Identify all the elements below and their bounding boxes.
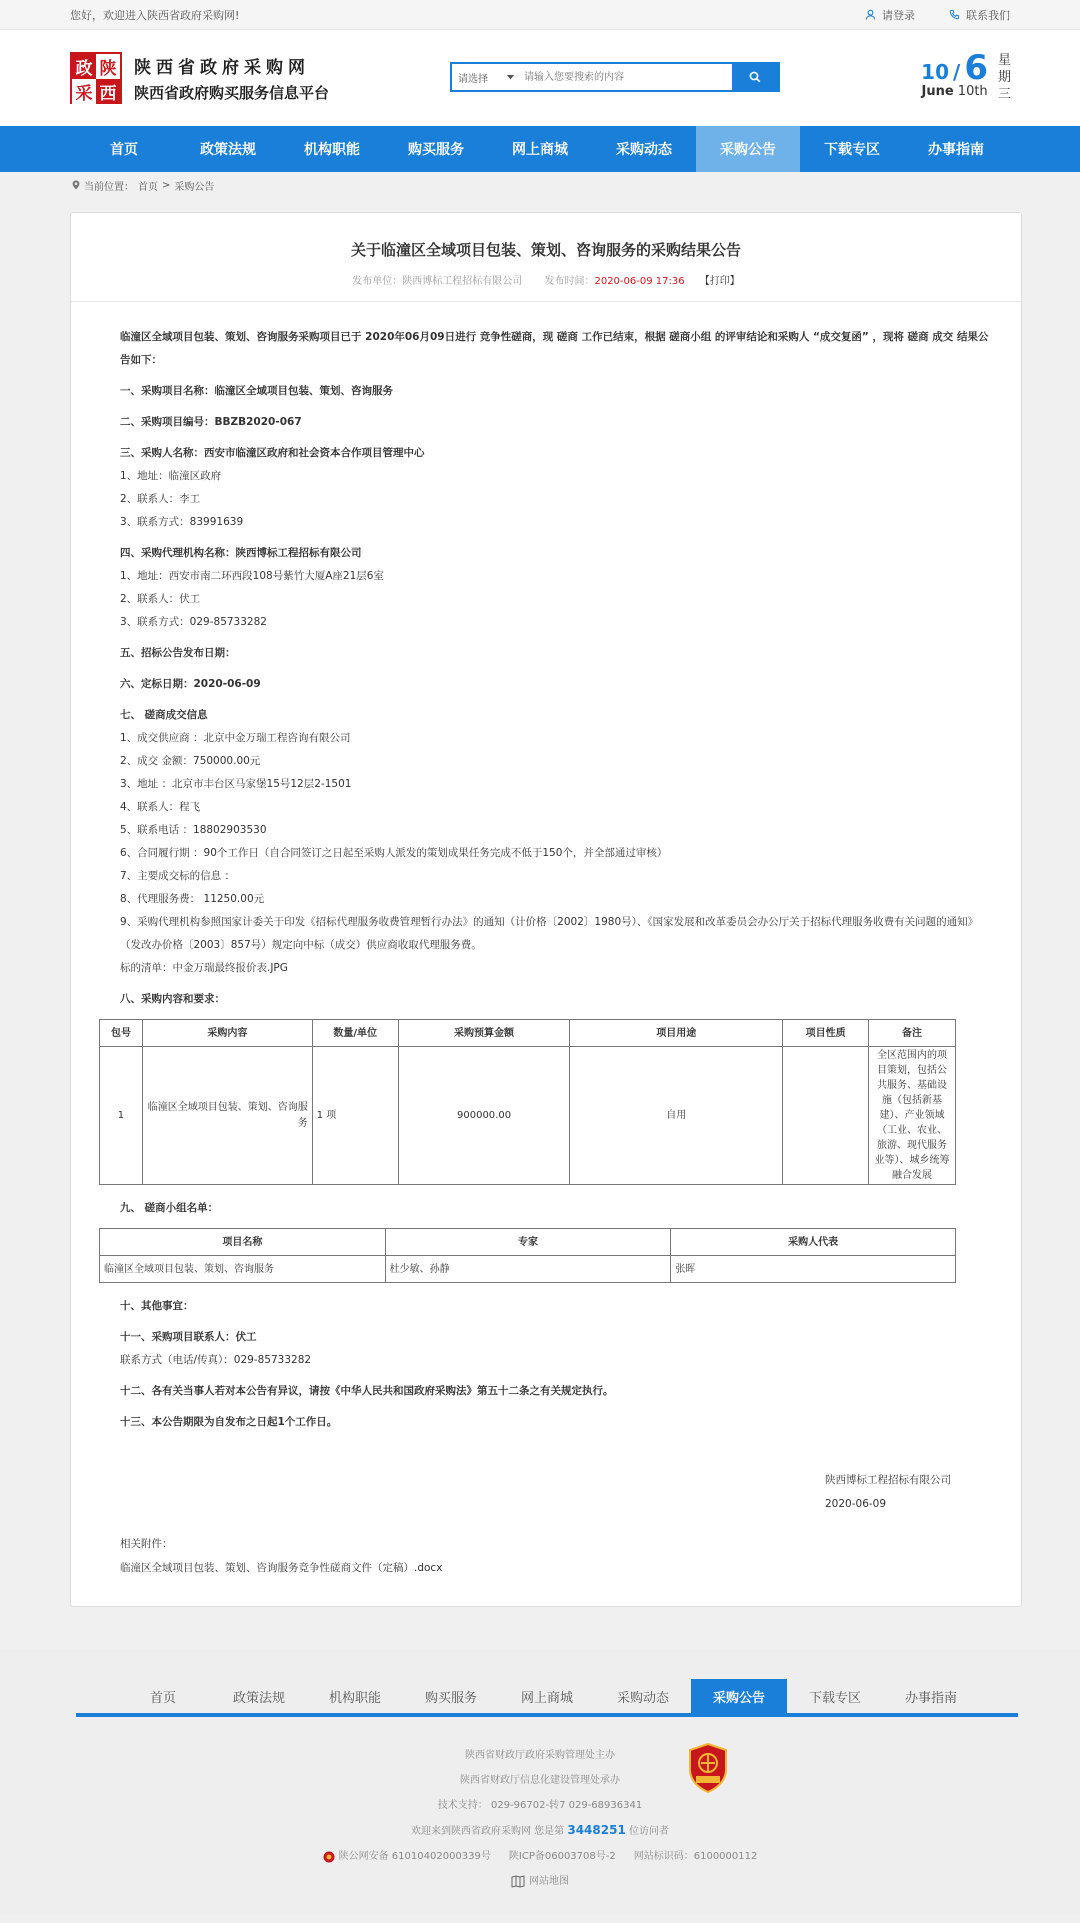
section-item: 5、联系电话 ：18802903530	[120, 824, 267, 836]
logo-mark	[70, 52, 122, 104]
footer-nav-downloads[interactable]: 下载专区	[808, 1690, 861, 1706]
section-heading: 一、采购项目名称：临潼区全域项目包装、策划、咨询服务	[120, 385, 393, 397]
table-header: 备注	[869, 1020, 956, 1047]
section-item: 4、联系人：程飞	[120, 801, 201, 813]
table-cell	[783, 1047, 869, 1185]
nav-item-announcements[interactable]: 采购公告	[696, 126, 800, 172]
section-heading: 四、采购代理机构名称：陕西博标工程招标有限公司	[120, 547, 362, 559]
footer-nav-guide[interactable]: 办事指南	[904, 1690, 957, 1706]
article-meta	[71, 272, 1021, 302]
publish-time-label: 发布时间：	[544, 276, 595, 287]
section-item: 2、联系人：伏工	[120, 593, 201, 605]
date-numbers	[921, 48, 988, 99]
section-item: 3、地址 ：北京市丰台区马家堡15号12层2-1501	[120, 778, 352, 790]
nav-item-news[interactable]: 采购动态	[616, 142, 672, 158]
section-item: 7、主要成交标的信息 ：	[120, 870, 236, 882]
section-item: 3、联系方式：029-85733282	[120, 616, 267, 628]
table-header: 采购预算金额	[398, 1020, 570, 1047]
table-header-row	[100, 1020, 956, 1047]
contact-link[interactable]	[949, 7, 1010, 23]
search-icon	[749, 71, 761, 83]
section-item: 1、地址：西安市南二环西段108号紫竹大厦A座21层6室	[120, 570, 384, 582]
section-heading: 八、采购内容和要求：	[120, 993, 225, 1005]
table-header: 采购内容	[142, 1020, 312, 1047]
location-pin-icon	[72, 180, 80, 190]
logo-char: 西	[96, 79, 120, 104]
article-card	[70, 212, 1022, 1607]
table-cell: 1	[100, 1047, 143, 1185]
attachments	[99, 1532, 993, 1580]
footer-registration	[0, 1844, 1080, 1869]
logo-char: 采	[72, 79, 96, 104]
section-heading: 七、 磋商成交信息	[120, 709, 208, 721]
procurement-table	[99, 1019, 956, 1185]
footer-nav-home[interactable]: 首页	[149, 1690, 176, 1706]
visitors-pre: 欢迎来到陕西省政府采购网 您是第	[410, 1826, 565, 1837]
footer-nav-announcements[interactable]: 采购公告	[691, 1679, 787, 1713]
top-bar	[0, 0, 1080, 30]
footer-nav-mall[interactable]: 网上商城	[520, 1690, 573, 1706]
table-header-row	[100, 1229, 956, 1256]
section-heading: 三、采购人名称：西安市临潼区政府和社会资本合作项目管理中心	[120, 447, 425, 459]
nav-item-guide[interactable]: 办事指南	[928, 142, 984, 158]
party-badge-icon[interactable]	[687, 1743, 729, 1793]
article-body	[99, 326, 993, 1580]
date-month: 10	[921, 60, 950, 84]
bid-list-link[interactable]: 标的清单：中金万瑞最终报价表.JPG	[120, 962, 288, 974]
visitor-count: 3448251	[567, 1823, 626, 1837]
attach-label: 相关附件：	[120, 1538, 173, 1550]
site-footer	[0, 1649, 1080, 1914]
weekday-char: 期	[998, 70, 1012, 85]
section-heading: 九、 磋商小组名单：	[120, 1202, 219, 1214]
site-logo[interactable]	[70, 52, 329, 104]
footer-nav-policy[interactable]: 政策法规	[232, 1690, 285, 1706]
visitors-post: 位访问者	[629, 1826, 669, 1837]
logo-text	[134, 53, 329, 103]
footer-visitors	[0, 1818, 1080, 1844]
date-ordinal: 10th	[957, 84, 988, 99]
phone-icon	[949, 9, 960, 20]
search-category-select[interactable]	[452, 64, 520, 90]
section-item: 3、联系方式：83991639	[120, 516, 244, 528]
print-link[interactable]: 【打印】	[699, 276, 740, 287]
search-button[interactable]	[732, 64, 778, 90]
article-title: 关于临潼区全域项目包装、策划、咨询服务的采购结果公告	[350, 241, 741, 259]
site-name: 陕西省政府采购网	[134, 58, 310, 78]
table-cell: 全区范围内的项目策划，包括公共服务、基础设施（包括新基建）、产业领域（工业、农业、旅游、现代服务业等）、城乡统筹融合发展	[869, 1047, 956, 1185]
top-links	[865, 7, 1010, 23]
footer-org: 陕西省财政厅信息化建设管理处承办	[460, 1775, 620, 1786]
nav-item-downloads[interactable]: 下载专区	[824, 142, 880, 158]
table-cell: 900000.00	[398, 1047, 570, 1185]
footer-divider	[76, 1713, 1018, 1717]
section-heading: 十一、采购项目联系人：伏工	[120, 1331, 257, 1343]
nav-item-services[interactable]: 购买服务	[408, 142, 464, 158]
section-heading: 六、定标日期：2020-06-09	[120, 678, 261, 690]
table-cell: 自用	[570, 1047, 783, 1185]
user-icon	[865, 9, 876, 20]
intro-paragraph: 临潼区全域项目包装、策划、咨询服务采购项目已于 2020年06月09日进行 竞争性磋商，现 磋商 工作已结束，根据 磋商小组 的评审结论和采购人 “成交复函” ，现将 磋商 成交 结果公告如下：	[120, 331, 989, 366]
table-cell: 临潼区全域项目包装、策划、咨询服务	[100, 1256, 386, 1283]
date-sub	[921, 84, 988, 99]
breadcrumb-sep: >	[162, 179, 171, 191]
nav-item-policy[interactable]: 政策法规	[200, 142, 256, 158]
weekday	[998, 52, 1012, 103]
breadcrumb-home[interactable]: 首页	[138, 181, 158, 193]
section-item: 1、成交供应商 ：北京中金万瑞工程咨询有限公司	[120, 732, 351, 744]
attachment-link[interactable]: 临潼区全域项目包装、策划、咨询服务竞争性磋商文件（定稿）.docx	[120, 1562, 443, 1574]
nav-item-mall[interactable]: 网上商城	[512, 142, 568, 158]
police-record[interactable]	[323, 1844, 491, 1869]
logo-char: 陕	[96, 54, 120, 79]
nav-item-functions[interactable]: 机构职能	[304, 142, 360, 158]
police-record-text: 陕公网安备 61010402000339号	[338, 1851, 491, 1862]
section-heading: 十二、各有关当事人若对本公告有异议，请按《中华人民共和国政府采购法》第五十二条之有关规定执行。	[120, 1385, 614, 1397]
nav-item-home[interactable]: 首页	[110, 142, 138, 158]
footer-host: 陕西省财政厅政府采购管理处主办	[465, 1750, 615, 1761]
table-cell: 临潼区全域项目包装、策划、咨询服务	[142, 1047, 312, 1185]
section-item: 8、代理服务费： 11250.00元	[120, 893, 265, 905]
footer-info	[0, 1743, 1080, 1894]
panel-table	[99, 1228, 956, 1283]
section-item: 1、地址：临潼区政府	[120, 470, 222, 482]
table-cell: 张晖	[671, 1256, 956, 1283]
logo-char: 政	[72, 54, 96, 79]
date-month-name: June	[921, 84, 954, 99]
date-big	[921, 48, 988, 88]
table-row	[100, 1256, 956, 1283]
map-icon	[511, 1875, 525, 1888]
section-item: 6、合同履行期 ：90个工作日（自合同签订之日起至采购人派发的策划成果任务完成不低于150个，并全部通过审核）	[120, 847, 668, 859]
table-header: 采购人代表	[671, 1229, 956, 1256]
publish-time: 2020-06-09 17:36	[594, 276, 685, 287]
sitemap-label: 网站地图	[529, 1876, 569, 1887]
site-subname: 陕西省政府购买服务信息平台	[134, 84, 330, 102]
table-header: 项目性质	[783, 1020, 869, 1047]
weekday-char: 星	[998, 53, 1012, 68]
section-heading: 二、采购项目编号：BBZB2020-067	[120, 416, 302, 428]
footer-support: 技术支持： 029-96702-转7 029-68936341	[437, 1800, 643, 1811]
date-day: 6	[964, 48, 988, 88]
breadcrumb-label: 当前位置：	[84, 181, 134, 193]
table-header: 专家	[385, 1229, 671, 1256]
breadcrumb-current[interactable]: 采购公告	[174, 181, 215, 193]
footer-nav-services[interactable]: 购买服务	[424, 1690, 477, 1706]
signature	[825, 1468, 993, 1516]
sign-date: 2020-06-09	[825, 1498, 887, 1510]
icp-record[interactable]: 陕ICP备06003708号-2	[508, 1851, 616, 1862]
section-item: 9、采购代理机构参照国家计委关于印发《招标代理服务收费管理暂行办法》的通知（计价格〔2002〕1980号）、《国家发展和改革委员会办公厅关于招标代理服务收费有关问题的通知》（发改办价格〔2003〕857号）规定向中标（成交）供应商收取代理服务费。	[120, 916, 979, 951]
contact-label: 联系我们	[966, 8, 1010, 22]
search-bar	[450, 62, 780, 92]
footer-nav	[0, 1679, 1080, 1713]
section-item: 2、联系人：李工	[120, 493, 201, 505]
caret-down-icon	[507, 75, 514, 80]
welcome-text: 您好，欢迎进入陕西省政府采购网!	[70, 8, 240, 22]
section-heading: 十、其他事宜：	[120, 1300, 194, 1312]
section-heading: 十三、本公告期限为自发布之日起1个工作日。	[120, 1416, 338, 1428]
table-header: 数量/单位	[312, 1020, 398, 1047]
section-item: 2、成交 金额：750000.00元	[120, 755, 261, 767]
search-select-label: 请选择	[458, 73, 488, 85]
table-cell: 杜少敏、孙静	[385, 1256, 671, 1283]
section-item: 联系方式（电话/传真）：029-85733282	[120, 1354, 312, 1366]
login-link[interactable]	[865, 7, 915, 23]
footer-nav-functions[interactable]: 机构职能	[328, 1690, 381, 1706]
date-widget	[921, 48, 1012, 103]
main-nav	[0, 126, 1080, 172]
table-header: 项目名称	[100, 1229, 386, 1256]
police-emblem-icon	[323, 1851, 335, 1863]
publisher: 发布单位：陕西博标工程招标有限公司	[352, 276, 523, 287]
section-heading: 五、招标公告发布日期：	[120, 647, 236, 659]
login-label: 请登录	[882, 8, 915, 22]
sign-org: 陕西博标工程招标有限公司	[825, 1474, 951, 1486]
site-header	[0, 30, 1080, 126]
weekday-char: 三	[998, 87, 1012, 102]
breadcrumb	[0, 172, 1080, 198]
search-input[interactable]	[520, 64, 732, 90]
site-id: 网站标识码：6100000112	[633, 1851, 758, 1862]
sitemap-link[interactable]	[0, 1869, 1080, 1894]
table-row	[100, 1047, 956, 1185]
table-header: 包号	[100, 1020, 143, 1047]
date-slash: /	[953, 60, 961, 84]
footer-nav-news[interactable]: 采购动态	[616, 1690, 669, 1706]
table-header: 项目用途	[570, 1020, 783, 1047]
table-cell: 1 项	[312, 1047, 398, 1185]
